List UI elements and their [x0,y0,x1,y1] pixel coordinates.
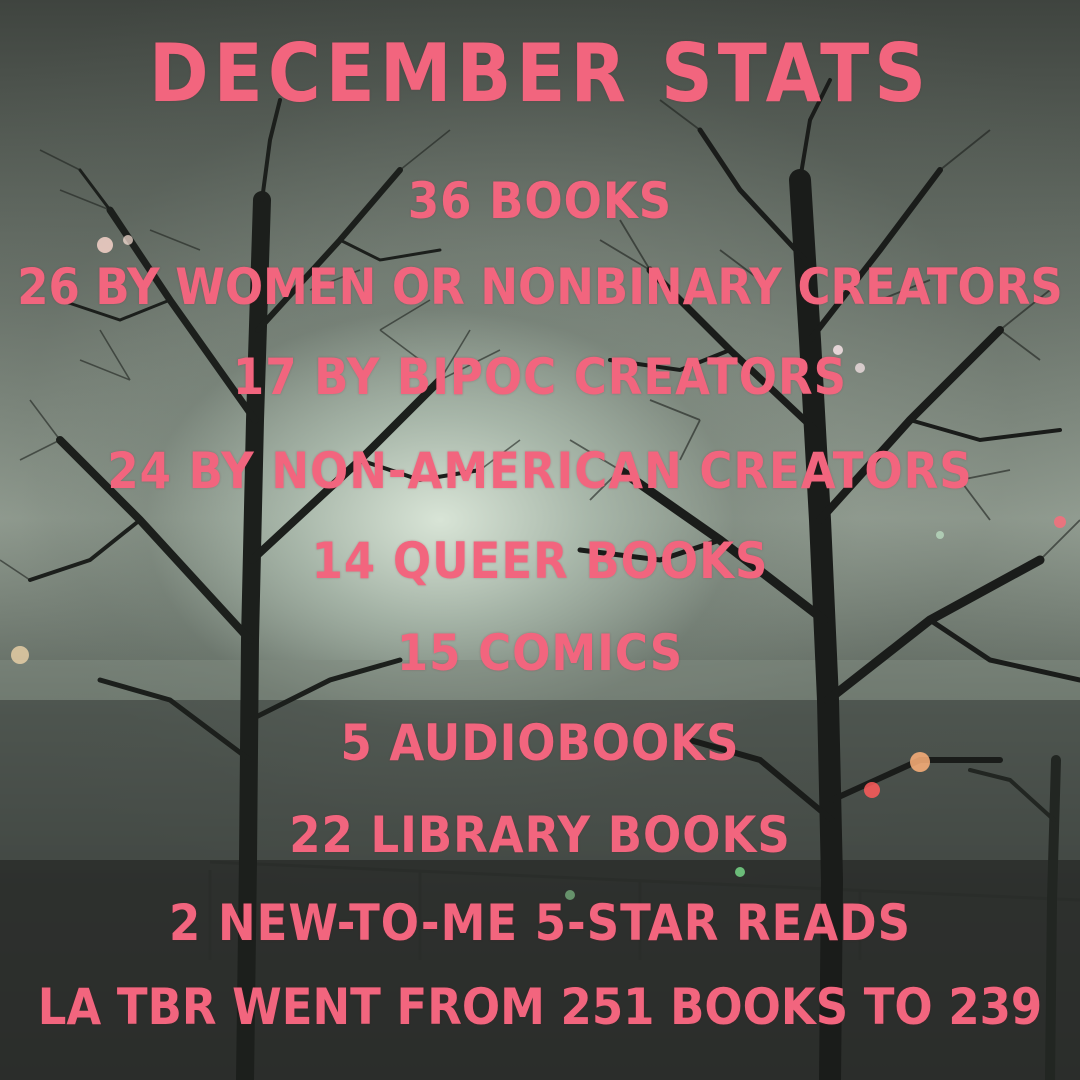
stat-line: 2 NEW-TO-ME 5-STAR READS [169,894,911,952]
page-title: DECEMBER STATS [148,27,932,120]
stat-line: 15 COMICS [396,624,684,682]
stat-line: 26 BY WOMEN OR NONBINARY CREATORS [17,258,1063,316]
stat-line: 36 BOOKS [407,172,673,230]
stat-line: LA TBR WENT FROM 251 BOOKS TO 239 [37,978,1043,1036]
stat-line: 17 BY BIPOC CREATORS [232,348,848,406]
stat-line: 24 BY NON-AMERICAN CREATORS [107,442,973,500]
stat-line: 22 LIBRARY BOOKS [289,806,791,864]
stat-line: 5 AUDIOBOOKS [340,714,740,772]
stat-line: 14 QUEER BOOKS [311,532,769,590]
